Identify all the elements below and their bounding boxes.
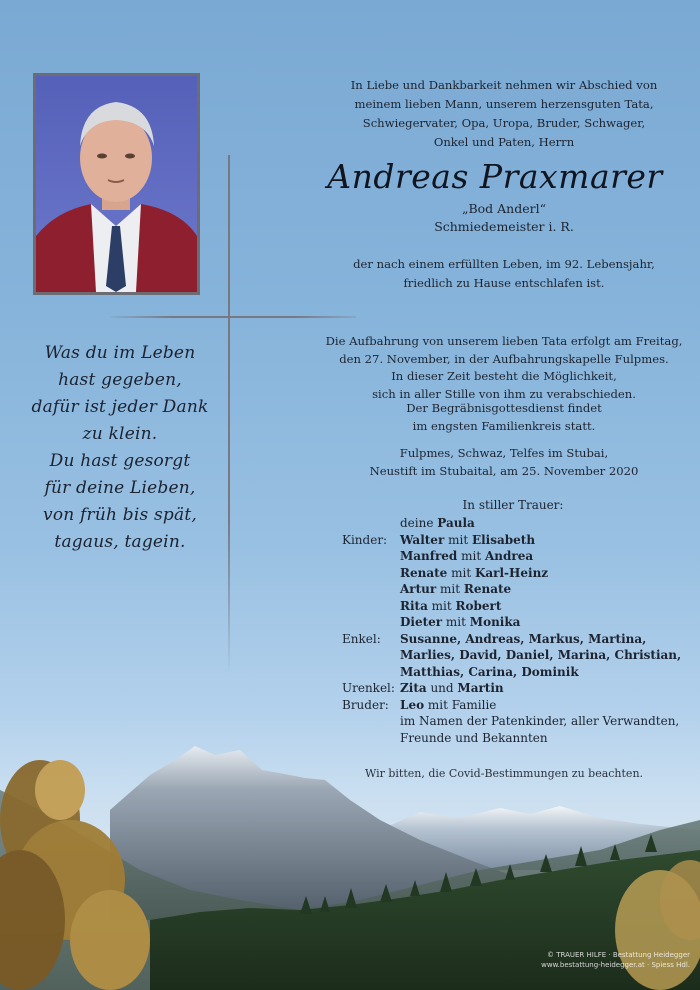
mourner-names: [400, 730, 548, 747]
memorial-poem: [15, 340, 225, 556]
place-line: Neustift im Stubaital, am 25. November 2020: [369, 463, 639, 478]
mourner-name: Rita: [400, 598, 428, 613]
mourner-connector: im Namen der Patenkinder, aller Verwandten,: [400, 714, 680, 728]
poem-line: hast gegeben,: [58, 370, 182, 390]
mourning-heading: In stiller Trauer:: [462, 498, 564, 512]
passing-notice: [318, 255, 690, 293]
mourner-row: [342, 713, 692, 730]
mourner-relation-label: Enkel:: [342, 631, 381, 646]
mourner-name: Dieter: [400, 615, 443, 629]
mourner-row: [342, 614, 692, 631]
copyright-notice: [520, 950, 690, 970]
copyright-line: © TRAUER HILFE · Bestattung Heidegger: [546, 951, 690, 959]
place-line: Fulpmes, Schwaz, Telfes im Stubai,: [399, 446, 609, 460]
mourner-connector: mit: [442, 615, 470, 629]
mourner-connector: mit Familie: [424, 697, 497, 712]
mourner-name: Renate: [463, 582, 512, 596]
funeral-line: Der Begräbnisgottesdienst findet: [406, 401, 602, 415]
mourner-row: [342, 532, 692, 549]
mourner-name: Leo: [400, 697, 425, 712]
mourner-names: [400, 548, 533, 565]
deceased-name: Andreas Praxmarer: [327, 157, 663, 196]
mourner-names: [400, 515, 475, 532]
mourner-names: [400, 647, 681, 664]
mourner-relation-label: [342, 515, 400, 532]
poem-line: Du hast gesorgt: [49, 451, 191, 471]
viewing-line: den 27. November, in der Aufbahrungskapelle Fulpmes.: [339, 351, 669, 366]
mourner-name: Manfred: [400, 549, 458, 563]
mourner-name: Karl-Heinz: [474, 565, 549, 580]
poem-line: für deine Lieben,: [44, 478, 196, 498]
intro-line: meinem lieben Mann, unserem herzensguten Tata,: [354, 97, 654, 111]
mourner-relation-label: Kinder:: [342, 532, 388, 547]
mourner-row: [342, 730, 692, 747]
mourner-relation-label: [342, 548, 400, 565]
mourner-connector: mit: [457, 549, 485, 563]
mourner-names: [400, 697, 496, 714]
intro-line: Schwiegervater, Opa, Uropa, Bruder, Schwager,: [362, 116, 646, 130]
mourner-names: [400, 713, 679, 730]
passing-line: der nach einem erfüllten Leben, im 92. Lebensjahr,: [353, 257, 655, 271]
nickname: „Bod Anderl“: [461, 201, 546, 216]
mourner-row: [342, 664, 692, 681]
mourner-connector: Freunde und Bekannten: [400, 730, 548, 745]
mourner-name: Zita: [400, 681, 427, 695]
passing-line: friedlich zu Hause entschlafen ist.: [403, 276, 605, 290]
mourner-name: Artur: [400, 582, 437, 596]
mourner-row: [342, 647, 692, 664]
mourner-names: [400, 581, 511, 598]
mourner-relation-label: [342, 614, 400, 631]
portrait-frame: [33, 73, 200, 295]
mourner-name: Monika: [469, 615, 521, 629]
viewing-notice: [318, 333, 690, 403]
mourner-name: Renate: [400, 565, 448, 580]
mourner-connector: mit: [447, 565, 475, 580]
mourner-connector: mit: [444, 532, 472, 547]
mourner-name: Robert: [455, 598, 502, 613]
mourner-row: [342, 598, 692, 615]
deceased-subtitle: [318, 200, 690, 236]
mourner-names: [400, 614, 520, 631]
mourner-relation-label: [342, 598, 400, 615]
mourner-name: Elisabeth: [471, 532, 536, 547]
poem-line: tagaus, tagein.: [54, 532, 186, 552]
mourner-relation-label: [342, 647, 400, 664]
mourner-name: Andrea: [484, 549, 534, 563]
mourner-connector: deine: [400, 516, 438, 530]
portrait-photo: [36, 76, 197, 292]
covid-notice: Wir bitten, die Covid-Bestimmungen zu beachten.: [364, 767, 644, 780]
mourner-names: [400, 680, 504, 697]
mourner-row: [342, 548, 692, 565]
mourner-relation-label: [342, 730, 400, 747]
mourner-row: [342, 565, 692, 582]
mourner-names: [400, 598, 501, 615]
funeral-line: im engsten Familienkreis statt.: [412, 418, 596, 433]
viewing-line: In dieser Zeit besteht die Möglichkeit,: [391, 369, 617, 383]
poem-line: dafür ist jeder Dank: [31, 397, 209, 417]
mourner-names: [400, 565, 548, 582]
funeral-notice: [318, 400, 690, 435]
place-and-date: [318, 445, 690, 480]
mourner-relation-label: [342, 713, 400, 730]
viewing-line: Die Aufbahrung von unserem lieben Tata erfolgt am Freitag,: [325, 334, 683, 348]
copyright-line: www.bestattung-heidegger.at · Spiess Hdl.: [541, 961, 690, 969]
mourner-connector: mit: [427, 598, 456, 613]
mourner-names: [400, 532, 535, 549]
intro-line: In Liebe und Dankbarkeit nehmen wir Abschied von: [350, 78, 658, 92]
cross-vertical-bar: [228, 155, 230, 675]
mourner-connector: und: [426, 681, 458, 695]
mourner-relation-label: [342, 664, 400, 681]
mourner-name: Walter: [400, 532, 445, 547]
intro-line: Onkel und Paten, Herrn: [433, 135, 575, 149]
mourner-row: [342, 515, 692, 532]
mourner-names: [400, 631, 646, 648]
mourner-name: Matthias, Carina, Dominik: [400, 664, 579, 679]
mourner-row: [342, 680, 692, 697]
mourner-relation-label: [342, 581, 400, 598]
mourner-connector: mit: [436, 582, 464, 596]
mourners-list: [342, 515, 692, 746]
mourner-name: Susanne, Andreas, Markus, Martina,: [400, 631, 647, 646]
mourner-name: Marlies, David, Daniel, Marina, Christian,: [400, 648, 682, 662]
mourner-row: [342, 697, 692, 714]
mourner-row: [342, 581, 692, 598]
mourner-row: [342, 631, 692, 648]
poem-line: Was du im Leben: [44, 343, 196, 363]
mourner-name: Paula: [437, 516, 475, 530]
profession: Schmiedemeister i. R.: [434, 219, 574, 234]
farewell-intro: [318, 76, 690, 152]
cross-horizontal-bar: [110, 316, 356, 318]
mourner-relation-label: [342, 565, 400, 582]
mourner-names: [400, 664, 579, 681]
mourner-relation-label: Urenkel:: [342, 681, 395, 695]
mourner-name: Martin: [457, 681, 504, 695]
mourner-relation-label: Bruder:: [342, 697, 389, 712]
poem-line: zu klein.: [82, 424, 158, 444]
poem-line: von früh bis spät,: [43, 505, 197, 525]
viewing-line: sich in aller Stille von ihm zu verabschieden.: [372, 386, 636, 401]
